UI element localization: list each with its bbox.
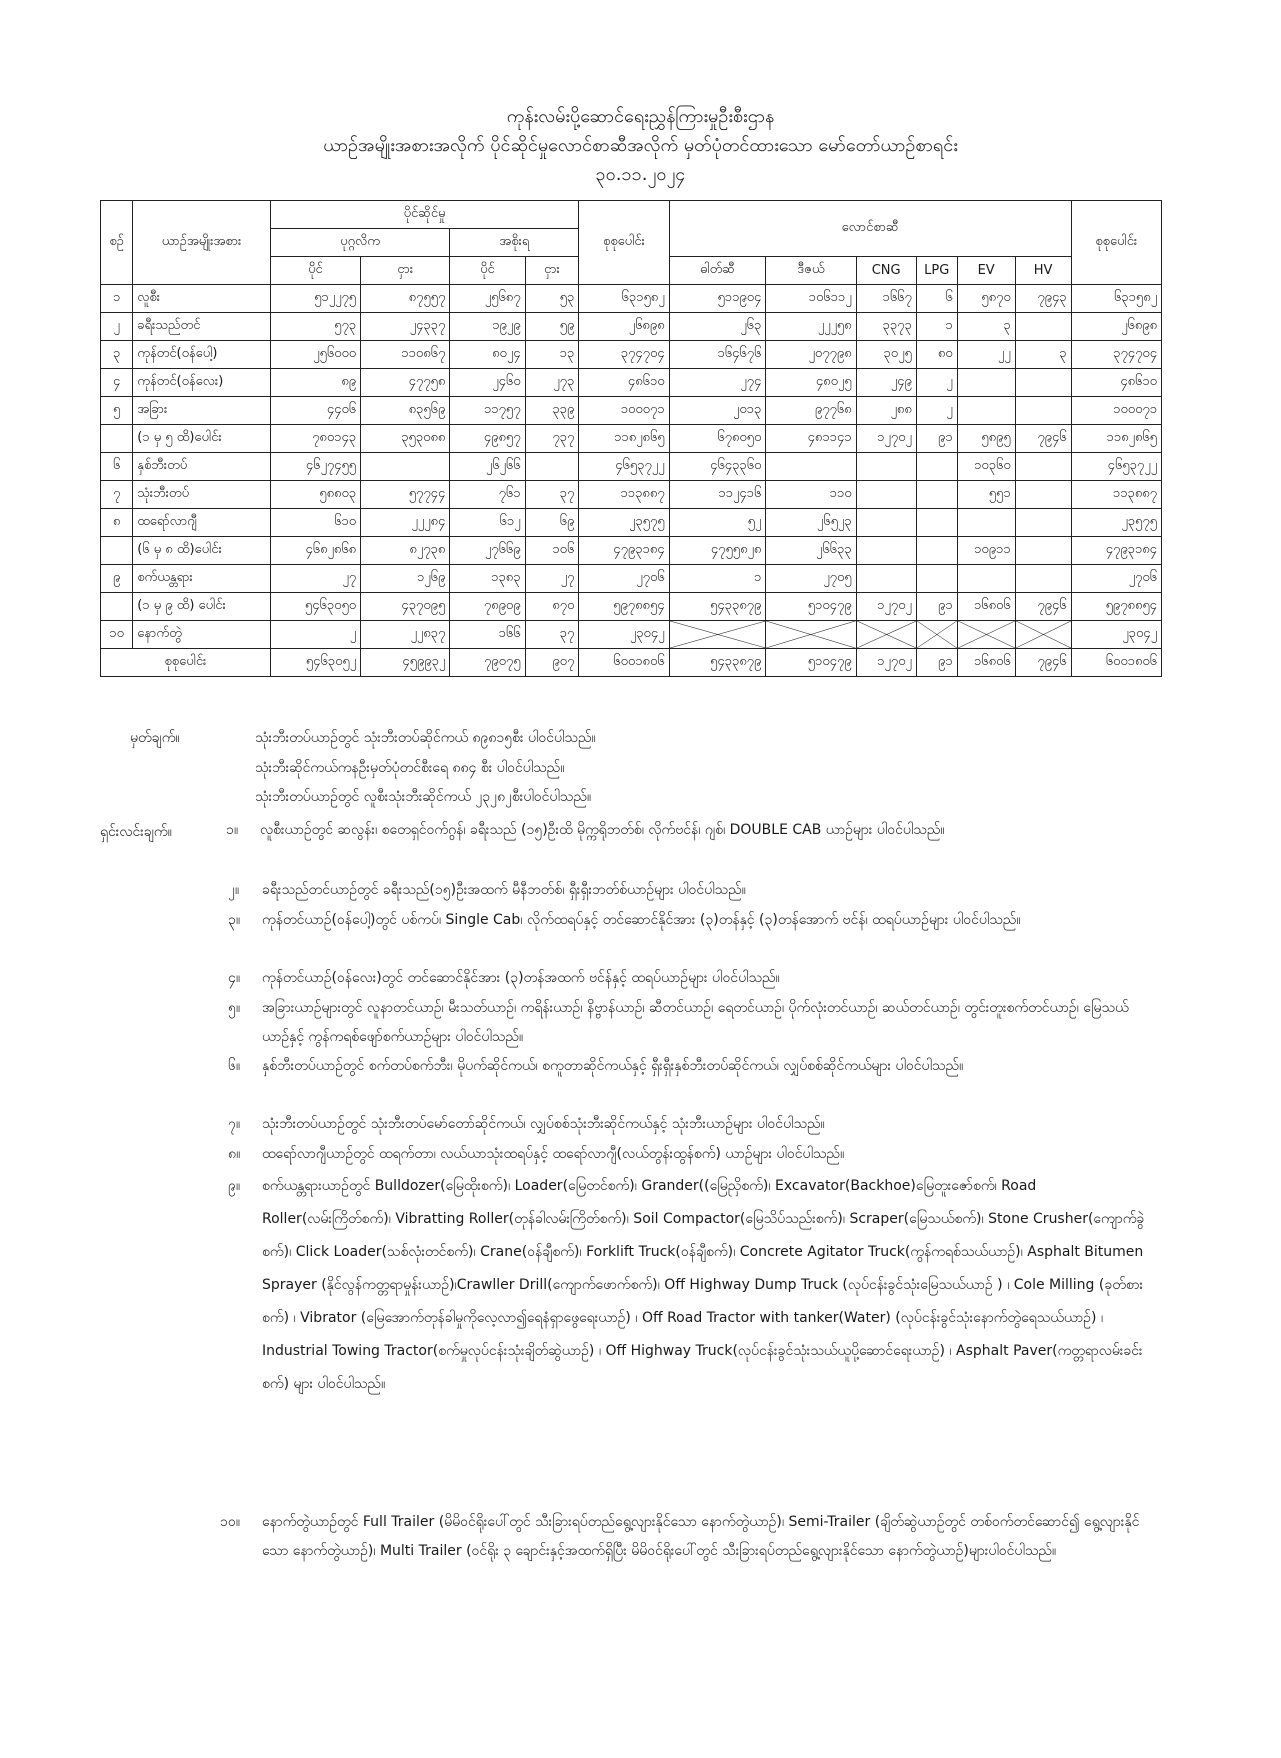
document-subtitle: ယာဉ်အမျိုးအစားအလိုက် ပိုင်ဆိုင်မှုလောင်စာဆီအလိုက် မှတ်ပုံတင်ထားသော မော်တော်ယာဉ်စာရင်း bbox=[323, 135, 958, 156]
cell-total-2: ၁၁၈၂၈၆၅ bbox=[1071, 425, 1161, 453]
cell-lpg: ၉၁ bbox=[916, 649, 957, 677]
cell-private-hire: ၂၄၃၃၇ bbox=[361, 313, 450, 341]
cell-sr: ၃ bbox=[101, 341, 133, 369]
cell-total-2: ၂၇၀၆ bbox=[1071, 565, 1161, 593]
cell-private-own: ၅၈၈၀၃ bbox=[270, 481, 360, 509]
cross-mark-icon bbox=[766, 621, 855, 648]
explanation-number: ၂။ bbox=[228, 882, 240, 898]
cell-govt-hire: ၂၇ bbox=[525, 565, 579, 593]
cell-sr bbox=[101, 593, 133, 621]
cell-govt-own: ၁၁၇၅၇ bbox=[450, 397, 525, 425]
cell-total-2: ၄၆၅၃၇၂၂ bbox=[1071, 453, 1161, 481]
cell-govt-own: ၁၉၂၉ bbox=[450, 313, 525, 341]
cell-petrol: ၅၁၁၉၀၄ bbox=[669, 285, 766, 313]
cell-govt-hire: ၁၃ bbox=[525, 341, 579, 369]
table-row-subtotal bbox=[101, 425, 1162, 453]
cell-sr: ၂ bbox=[101, 313, 133, 341]
cell-hv bbox=[1015, 537, 1071, 565]
cell-total-2: ၅၉၇၈၈၅၄ bbox=[1071, 593, 1161, 621]
cell-lpg bbox=[916, 481, 957, 509]
vehicle-registration-table bbox=[100, 200, 1162, 677]
col-header-govt-hire: ငှား bbox=[525, 257, 579, 285]
cell-private-hire: ၂၂၈၃၇ bbox=[361, 621, 450, 649]
cell-lpg bbox=[916, 565, 957, 593]
cell-ev: ၂၂ bbox=[957, 341, 1015, 369]
cell-private-own: ၇၈၀၁၄၃ bbox=[270, 425, 360, 453]
cell-private-hire: ၈၂၇၃၈ bbox=[361, 537, 450, 565]
cell-cng bbox=[856, 481, 916, 509]
cell-ev: ၅၅၁ bbox=[957, 481, 1015, 509]
explanation-number: ၁။ bbox=[226, 822, 239, 838]
cell-type: (၁ မှ ၅ ထိ)ပေါင်း bbox=[133, 425, 271, 453]
cell-petrol-crossed bbox=[669, 621, 766, 649]
cell-total-2: ၆၀၀၁၈၀၆ bbox=[1071, 649, 1161, 677]
cell-sr: ၄ bbox=[101, 369, 133, 397]
cell-diesel: ၄၈၁၁၄၁ bbox=[766, 425, 856, 453]
cell-petrol: ၂၆၃ bbox=[669, 313, 766, 341]
cell-sr: ၈ bbox=[101, 509, 133, 537]
cell-total-2: ၂၃၀၄၂ bbox=[1071, 621, 1161, 649]
explanation-item bbox=[226, 816, 1160, 845]
cell-sr: ၉ bbox=[101, 565, 133, 593]
cell-govt-own: ၂၇၆၆၉ bbox=[450, 537, 525, 565]
cell-govt-own: ၂၄၆၀ bbox=[450, 369, 525, 397]
col-header-govt-own: ပိုင် bbox=[450, 257, 525, 285]
cell-diesel: ၂၆၆၃၃ bbox=[766, 537, 856, 565]
cell-total-2: ၄၇၉၃၁၈၄ bbox=[1071, 537, 1161, 565]
document-title: ကုန်းလမ်းပို့ဆောင်ရေးညွှန်ကြားမှုဦးစီးဌာန bbox=[506, 106, 775, 127]
cell-lpg-crossed bbox=[916, 621, 957, 649]
cell-private-hire: ၄၇၇၅၈ bbox=[361, 369, 450, 397]
cell-private-hire: ၁၁၀၈၆၇ bbox=[361, 341, 450, 369]
cell-cng bbox=[856, 537, 916, 565]
cell-type: ကုန်တင်(ဝန်ပေါ့) bbox=[133, 341, 271, 369]
cell-diesel bbox=[766, 453, 856, 481]
cell-govt-own: ၇၈၉၀၉ bbox=[450, 593, 525, 621]
cell-total: ၃၇၄၇၀၄ bbox=[579, 341, 669, 369]
remarks-label: မှတ်ချက်။ bbox=[130, 730, 180, 746]
explanation-number: ၄။ bbox=[228, 970, 241, 986]
cell-total-2: ၂၃၅၇၅ bbox=[1071, 509, 1161, 537]
cell-total: ၁၁၈၂၈၆၅ bbox=[579, 425, 669, 453]
explanation-text: သုံးဘီးတပ်ယာဉ်တွင် သုံးဘီးတပ်မော်တော်ဆိုင်ကယ်၊ လျှပ်စစ်သုံးဘီးဆိုင်ကယ်နှင့် သုံးဘီးယာဉ်များ ပါဝင်ပါသည်။ bbox=[262, 1116, 825, 1132]
cell-type: (၆ မှ ၈ ထိ)ပေါင်း bbox=[133, 537, 271, 565]
cell-private-hire bbox=[361, 453, 450, 481]
table-row bbox=[101, 369, 1162, 397]
cell-cng bbox=[856, 565, 916, 593]
cell-private-own: ၂ bbox=[270, 621, 360, 649]
explanation-item bbox=[228, 906, 1142, 935]
cell-type: ကုန်တင်(ဝန်လေး) bbox=[133, 369, 271, 397]
cell-private-own: ၅၁၂၂၇၅ bbox=[270, 285, 360, 313]
explanation-item bbox=[220, 1508, 1142, 1566]
cross-mark-icon bbox=[857, 621, 916, 648]
cell-private-hire: ၄၅၉၉၃၂ bbox=[361, 649, 450, 677]
cell-govt-hire: ၃၃၉ bbox=[525, 397, 579, 425]
explanation-text: ကုန်တင်ယာဉ်(ဝန်ပေါ့)တွင် ပစ်ကပ်၊ Single Cab၊ လိုက်ထရပ်နှင့် တင်ဆောင်နိုင်အား (၃)တန်နှင့် (၃)တန်အောက် ဗင်န်၊ ထရပ်ယာဉ်များ ပါဝင်ပါသည်။ bbox=[262, 912, 1021, 928]
cell-diesel: ၄၈၀၂၅ bbox=[766, 369, 856, 397]
cell-diesel: ၂၆၅၂၃ bbox=[766, 509, 856, 537]
explanation-item bbox=[228, 1110, 1142, 1139]
cell-total: ၂၇၀၆ bbox=[579, 565, 669, 593]
cell-total-2: ၄၈၆၁၀ bbox=[1071, 369, 1161, 397]
cell-lpg bbox=[916, 537, 957, 565]
cell-cng: ၁၆၆၇ bbox=[856, 285, 916, 313]
cell-total-2: ၆၃၁၅၈၂ bbox=[1071, 285, 1161, 313]
cell-type: သုံးဘီးတပ် bbox=[133, 481, 271, 509]
explanation-number: ၈။ bbox=[228, 1146, 241, 1162]
cell-private-hire: ၅၇၇၄၄ bbox=[361, 481, 450, 509]
cell-total-2: ၃၇၄၇၀၄ bbox=[1071, 341, 1161, 369]
col-header-type: ယာဉ်အမျိုးအစား bbox=[133, 201, 271, 285]
table-body bbox=[101, 285, 1162, 677]
cell-govt-own: ၆၁၂ bbox=[450, 509, 525, 537]
cell-govt-own: ၇၆၁ bbox=[450, 481, 525, 509]
col-header-total: စုစုပေါင်း bbox=[579, 201, 669, 285]
cell-type: ထရော်လာဂျီ bbox=[133, 509, 271, 537]
cell-govt-hire: ၃၇ bbox=[525, 621, 579, 649]
cell-govt-hire: ၇၃၇ bbox=[525, 425, 579, 453]
cell-petrol: ၅၂ bbox=[669, 509, 766, 537]
explanation-item bbox=[228, 1140, 1142, 1169]
cell-ev-crossed bbox=[957, 621, 1015, 649]
cell-total: ၆၀၀၁၈၀၆ bbox=[579, 649, 669, 677]
explanation-text: အခြားယာဉ်များတွင် လူနာတင်ယာဉ်၊ မီးသတ်ယာဉ်၊ ကရိန်းယာဉ်၊ နိဗ္ဗာန်ယာဉ်၊ ဆီတင်ယာဉ်၊ ရေတင်ယာဉ်၊ ပိုက်လုံးတင်ယာဉ်၊ ဆယ်တင်ယာဉ်၊ တွင်းတူးစက်တင်ယာဉ်၊ မြေသယ်ယာဉ်နှင့် ကွန်ကရစ်ဖျော်စက်ယာဉ်များ ပါဝင်ပါသည်။ bbox=[262, 1000, 1129, 1045]
cell-diesel: ၂၇၀၅ bbox=[766, 565, 856, 593]
explanation-number: ၆။ bbox=[228, 1058, 241, 1074]
cell-hv bbox=[1015, 397, 1071, 425]
cell-total-2: ၁၀၀၀၇၁ bbox=[1071, 397, 1161, 425]
remark-line: သုံးဘီးဆိုင်ကယ်ကနဦးမှတ်ပုံတင်စီးရေ ၈၈၄ စီး ပါဝင်ပါသည်။ bbox=[255, 760, 565, 776]
cell-total: ၆၃၁၅၈၂ bbox=[579, 285, 669, 313]
explanation-number: ၅။ bbox=[228, 1000, 241, 1016]
cell-hv-crossed bbox=[1015, 621, 1071, 649]
cell-cng: ၂၄၉ bbox=[856, 369, 916, 397]
cell-total: ၄၈၆၁၀ bbox=[579, 369, 669, 397]
cell-type: (၁ မှ ၉ ထိ) ပေါင်း bbox=[133, 593, 271, 621]
cell-govt-own: ၂၆၂၆၆ bbox=[450, 453, 525, 481]
cell-private-hire: ၈၃၅၆၉ bbox=[361, 397, 450, 425]
explanation-text: ထရော်လာဂျီယာဉ်တွင် ထရက်တာ၊ လယ်ယာသုံးထရပ်နှင့် ထရော်လာဂျီ(လယ်တွန်းထွန်စက်) ယာဉ်များ ပါဝင်ပါသည်။ bbox=[262, 1146, 845, 1162]
cross-mark-icon bbox=[958, 621, 1015, 648]
table-row bbox=[101, 397, 1162, 425]
cell-private-own: ၄၆၈၂၈၆၈ bbox=[270, 537, 360, 565]
cell-govt-hire: ၁၀၆ bbox=[525, 537, 579, 565]
cell-private-hire: ၄၃၇၀၉၅ bbox=[361, 593, 450, 621]
cell-sr: ၇ bbox=[101, 481, 133, 509]
cell-type: လူစီး bbox=[133, 285, 271, 313]
col-header-petrol: ဓါတ်ဆီ bbox=[669, 257, 766, 285]
cell-sr: ၅ bbox=[101, 397, 133, 425]
col-header-cng: CNG bbox=[856, 257, 916, 285]
cell-total: ၂၃၅၇၅ bbox=[579, 509, 669, 537]
explanation-item bbox=[228, 1170, 1162, 1401]
table-row bbox=[101, 313, 1162, 341]
cell-govt-hire bbox=[525, 453, 579, 481]
cell-hv: ၃ bbox=[1015, 341, 1071, 369]
cell-ev: ၁၆၈၀၆ bbox=[957, 593, 1015, 621]
cell-ev bbox=[957, 369, 1015, 397]
cell-ev: ၁၆၈၀၆ bbox=[957, 649, 1015, 677]
cell-petrol: ၄၆၄၃၃၆၀ bbox=[669, 453, 766, 481]
cell-lpg: ၂ bbox=[916, 397, 957, 425]
cell-ev: ၅၈၉၅ bbox=[957, 425, 1015, 453]
cell-hv bbox=[1015, 565, 1071, 593]
cell-lpg: ၉၁ bbox=[916, 425, 957, 453]
table-row bbox=[101, 453, 1162, 481]
cell-private-hire: ၈၇၅၅၇ bbox=[361, 285, 450, 313]
cell-cng bbox=[856, 453, 916, 481]
cell-govt-hire: ၉၀၇ bbox=[525, 649, 579, 677]
cell-lpg: ၉၁ bbox=[916, 593, 957, 621]
explanation-number: ၁၀။ bbox=[220, 1514, 240, 1530]
cell-sr: ၁၀ bbox=[101, 621, 133, 649]
cell-hv bbox=[1015, 453, 1071, 481]
cell-grand-label: စုစုပေါင်း bbox=[101, 649, 271, 677]
cell-govt-hire: ၈၇၀ bbox=[525, 593, 579, 621]
cell-diesel: ၂၀၇၇၉၈ bbox=[766, 341, 856, 369]
cell-lpg: ၆ bbox=[916, 285, 957, 313]
cell-govt-own: ၄၉၈၅၇ bbox=[450, 425, 525, 453]
cell-private-own: ၅၄၆၃၀၅၂ bbox=[270, 649, 360, 677]
col-header-fuel: လောင်စာဆီ bbox=[669, 201, 1071, 257]
cell-hv bbox=[1015, 509, 1071, 537]
col-header-diesel: ဒီဇယ် bbox=[766, 257, 856, 285]
cell-private-own: ၄၄၀၆ bbox=[270, 397, 360, 425]
cell-diesel: ၁၀၆၁၁၂ bbox=[766, 285, 856, 313]
cell-cng bbox=[856, 509, 916, 537]
cell-ev: ၁၀၃၆၀ bbox=[957, 453, 1015, 481]
col-header-private: ပုဂ္ဂလိက bbox=[270, 229, 449, 257]
cell-private-own: ၅၄၆၃၀၅၀ bbox=[270, 593, 360, 621]
cell-type: ခရီးသည်တင် bbox=[133, 313, 271, 341]
col-header-ownership: ပိုင်ဆိုင်မှု bbox=[270, 201, 578, 229]
explanation-text: ကုန်တင်ယာဉ်(ဝန်လေး)တွင် တင်ဆောင်နိုင်အား (၃)တန်အထက် ဗင်န်နှင့် ထရပ်ယာဉ်များ ပါဝင်ပါသည်။ bbox=[262, 970, 780, 986]
cell-sr: ၁ bbox=[101, 285, 133, 313]
col-header-private-hire: ငှား bbox=[361, 257, 450, 285]
col-header-government: အစိုးရ bbox=[450, 229, 579, 257]
cell-ev: ၁၀၉၁၁ bbox=[957, 537, 1015, 565]
col-header-private-own: ပိုင် bbox=[270, 257, 360, 285]
cell-govt-hire: ၅၉ bbox=[525, 313, 579, 341]
cell-hv: ၇၉၄၆ bbox=[1015, 425, 1071, 453]
cell-type: နှစ်ဘီးတပ် bbox=[133, 453, 271, 481]
cell-cng: ၃၀၂၅ bbox=[856, 341, 916, 369]
cell-diesel: ၁၁၀ bbox=[766, 481, 856, 509]
cell-sr bbox=[101, 425, 133, 453]
explanation-text: ခရီးသည်တင်ယာဉ်တွင် ခရီးသည်(၁၅)ဦးအထက် မီနီဘတ်စ်၊ ရှီးရှီးဘတ်စ်ယာဉ်များ ပါဝင်ပါသည်။ bbox=[262, 882, 746, 898]
cell-ev: ၅၈၇၀ bbox=[957, 285, 1015, 313]
cell-private-own: ၆၁၀ bbox=[270, 509, 360, 537]
cell-petrol: ၂၀၁၃ bbox=[669, 397, 766, 425]
cell-total: ၅၉၇၈၈၅၄ bbox=[579, 593, 669, 621]
explanation-text: နှစ်ဘီးတပ်ယာဉ်တွင် စက်တပ်စက်ဘီး၊ မိုပက်ဆိုင်ကယ်၊ စကူတာဆိုင်ကယ်နှင့် ရှီးရှီးနှစ်ဘီးတပ်ဆိုင်ကယ်၊ လျှပ်စစ်ဆိုင်ကယ်များ ပါဝင်ပါသည်။ bbox=[262, 1058, 964, 1074]
col-header-lpg: LPG bbox=[916, 257, 957, 285]
table-row bbox=[101, 509, 1162, 537]
cell-cng: ၁၂၇၀၂ bbox=[856, 593, 916, 621]
explanations-label: ရှင်းလင်းချက်။ bbox=[100, 824, 172, 840]
cell-private-own: ၅၇၃ bbox=[270, 313, 360, 341]
cell-govt-hire: ၅၃ bbox=[525, 285, 579, 313]
cell-govt-hire: ၆၉ bbox=[525, 509, 579, 537]
explanation-item bbox=[228, 1052, 1142, 1081]
cell-petrol: ၁၆၄၆၇၆ bbox=[669, 341, 766, 369]
cell-lpg bbox=[916, 453, 957, 481]
cell-cng: ၃၃၇၃ bbox=[856, 313, 916, 341]
cell-hv bbox=[1015, 369, 1071, 397]
cell-petrol: ၁ bbox=[669, 565, 766, 593]
cell-total: ၄၇၉၃၁၈၄ bbox=[579, 537, 669, 565]
cell-diesel: ၅၁၀၄၇၉ bbox=[766, 593, 856, 621]
col-header-total-2: စုစုပေါင်း bbox=[1071, 201, 1161, 285]
cell-ev: ၃ bbox=[957, 313, 1015, 341]
col-header-ev: EV bbox=[957, 257, 1015, 285]
cell-type: နောက်တွဲ bbox=[133, 621, 271, 649]
cell-govt-hire: ၂၇၃ bbox=[525, 369, 579, 397]
cross-mark-icon bbox=[670, 621, 766, 648]
cell-cng: ၂၈၈ bbox=[856, 397, 916, 425]
explanation-item bbox=[228, 964, 1142, 993]
cell-total: ၁၁၃၈၈၇ bbox=[579, 481, 669, 509]
explanation-text: နောက်တွဲယာဉ်တွင် Full Trailer (မိမိဝင်ရိုးပေါ်တွင် သီးခြားရပ်တည်ရွေ့လျားနိုင်သော နောက်တွဲယာဉ်)၊ Semi-Trailer (ချိတ်ဆွဲယာဉ်တွင် တစ်ဝက်တင်ဆောင်၍ ရွေ့လျားနိုင်သော နောက်တွဲယာဉ်)၊ Multi Trailer (ဝင်ရိုး ၃ ချောင်းနှင့်အထက်ရှိပြီး မိမိဝင်ရိုးပေါ်တွင် သီးခြားရပ်တည်ရွေ့လျားနိုင်သော နောက်တွဲယာဉ်)များပါဝင်ပါသည်။ bbox=[262, 1514, 1140, 1559]
table-row bbox=[101, 481, 1162, 509]
cell-private-hire: ၃၅၃၀၈၈ bbox=[361, 425, 450, 453]
cell-petrol: ၂၇၄ bbox=[669, 369, 766, 397]
cell-lpg bbox=[916, 509, 957, 537]
cell-ev bbox=[957, 397, 1015, 425]
cell-hv: ၇၉၄၃ bbox=[1015, 285, 1071, 313]
cell-total: ၂၆၈၉၈ bbox=[579, 313, 669, 341]
remark-line: သုံးဘီးတပ်ယာဉ်တွင် သုံးဘီးတပ်ဆိုင်ကယ် ၈၉၈၁၅စီး ပါဝင်ပါသည်။ bbox=[255, 730, 596, 746]
remark-line: သုံးဘီးတပ်ယာဉ်တွင် လူစီးသုံးဘီးဆိုင်ကယ် ၂၃၂၈၂စီးပါဝင်ပါသည်။ bbox=[255, 789, 592, 805]
cell-total-2: ၂၆၈၉၈ bbox=[1071, 313, 1161, 341]
cell-private-hire: ၁၂၆၉ bbox=[361, 565, 450, 593]
cell-total-2: ၁၁၃၈၈၇ bbox=[1071, 481, 1161, 509]
cell-type: စက်ယန္တရား bbox=[133, 565, 271, 593]
cell-govt-hire: ၃၇ bbox=[525, 481, 579, 509]
explanation-number: ၉။ bbox=[228, 1178, 241, 1194]
cell-hv: ၇၉၄၆ bbox=[1015, 649, 1071, 677]
cell-total: ၁၀၀၀၇၁ bbox=[579, 397, 669, 425]
cell-petrol: ၁၁၂၄၁၆ bbox=[669, 481, 766, 509]
cell-lpg: ၈၀ bbox=[916, 341, 957, 369]
cell-lpg: ၂ bbox=[916, 369, 957, 397]
table-row-grand-total bbox=[101, 649, 1162, 677]
cell-govt-own: ၁၆၆ bbox=[450, 621, 525, 649]
cell-sr: ၆ bbox=[101, 453, 133, 481]
explanation-text: စက်ယန္တရားယာဉ်တွင် Bulldozer(မြေထိုးစက်)၊ Loader(မြေတင်စက်)၊ Grander((မြေညှိစက်)၊ Excavator(Backhoe)မြေတူးဇော်စက်၊ Road Roller(လမ်းကြိတ်စက်)၊ Vibratting Roller(တုန်ခါလမ်းကြိတ်စက်)၊ Soil Compactor(မြေသိပ်သည်းစက်)၊ Scraper(မြေသယ်စက်)၊ Stone Crusher(ကျောက်ခွဲစက်)၊ Click Loader(သစ်လုံးတင်စက်)၊ Crane(ဝန်ချီစက်)၊ Forklift Truck(ဝန်ချီစက်)၊ Concrete Agitator Truck(ကွန်ကရစ်သယ်ယာဉ်)၊ Asphalt Bitumen Sprayer (နိုင်လွန်ကတ္တရာမှုန်းယာဉ်)၊Crawller Drill(ကျောက်ဖောက်စက်)၊ Off Highway Dump Truck (လုပ်ငန်းခွင်သုံးမြေသယ်ယာဉ် ) ၊ Cole Milling (ခုတ်စားစက်) ၊ Vibrator (မြေအောက်တုန်ခါမှုကိုလေ့လာ၍ရေနံရှာဖွေရေးယာဉ်) ၊ Off Road Tractor with tanker(Water) (လုပ်ငန်းခွင်သုံးနောက်တွဲရေသယ်ယာဉ်) ၊ Industrial Towing Tractor(စက်မှုလုပ်ငန်းသုံးချိတ်ဆွဲယာဉ်) ၊ Off Highway Truck(လုပ်ငန်းခွင်သုံးသယ်ယူပို့ဆောင်ရေးယာဉ်) ၊ Asphalt Paver(ကတ္တရာလမ်းခင်းစက်) များ ပါဝင်ပါသည်။ bbox=[262, 1178, 1145, 1392]
table-row-subtotal bbox=[101, 537, 1162, 565]
cell-hv bbox=[1015, 481, 1071, 509]
table-row bbox=[101, 621, 1162, 649]
cell-hv: ၇၉၄၆ bbox=[1015, 593, 1071, 621]
table-row-subtotal bbox=[101, 593, 1162, 621]
cell-petrol: ၅၄၃၃၈၇၉ bbox=[669, 593, 766, 621]
cell-petrol: ၅၄၃၃၈၇၉ bbox=[669, 649, 766, 677]
cell-govt-own: ၁၃၈၃ bbox=[450, 565, 525, 593]
cell-total: ၂၃၀၄၂ bbox=[579, 621, 669, 649]
cell-diesel: ၅၁၀၄၇၉ bbox=[766, 649, 856, 677]
cell-diesel: ၉၇၇၆၈ bbox=[766, 397, 856, 425]
cell-ev bbox=[957, 565, 1015, 593]
cell-lpg: ၁ bbox=[916, 313, 957, 341]
cell-private-own: ၂၅၆၀၀၀ bbox=[270, 341, 360, 369]
cell-cng: ၁၂၇၀၂ bbox=[856, 649, 916, 677]
cell-govt-own: ၈၀၂၄ bbox=[450, 341, 525, 369]
table-row bbox=[101, 285, 1162, 313]
cell-cng: ၁၂၇၀၂ bbox=[856, 425, 916, 453]
cell-private-own: ၈၉ bbox=[270, 369, 360, 397]
col-header-sr: စဉ် bbox=[101, 201, 133, 285]
cell-private-own: ၂၇ bbox=[270, 565, 360, 593]
explanation-item bbox=[228, 876, 1142, 905]
table-row bbox=[101, 341, 1162, 369]
cell-cng-crossed bbox=[856, 621, 916, 649]
explanation-text: လူစီးယာဉ်တွင် ဆလွန်း၊ စတေရှင်ဝက်ဂွန်၊ ခရီးသည် (၁၅)ဦးထိ မိုက္ကရိုဘတ်စ်၊ လိုက်ဗင်န်၊ ဂျစ်၊ DOUBLE CAB ယာဉ်များ ပါဝင်ပါသည်။ bbox=[260, 822, 945, 838]
cross-mark-icon bbox=[1016, 621, 1071, 648]
cell-sr bbox=[101, 537, 133, 565]
explanation-number: ၃။ bbox=[228, 912, 241, 928]
cell-hv bbox=[1015, 313, 1071, 341]
cell-petrol: ၄၇၅၅၈၂၈ bbox=[669, 537, 766, 565]
cross-mark-icon bbox=[917, 621, 957, 648]
cell-private-own: ၄၆၂၇၄၅၅ bbox=[270, 453, 360, 481]
explanation-number: ၇။ bbox=[228, 1116, 241, 1132]
cell-govt-own: ၇၉၀၇၅ bbox=[450, 649, 525, 677]
cell-type: အခြား bbox=[133, 397, 271, 425]
cell-govt-own: ၂၅၆၈၇ bbox=[450, 285, 525, 313]
cell-petrol: ၆၇၈၀၅၀ bbox=[669, 425, 766, 453]
document-date: ၃၀.၁၁.၂၀၂၄ bbox=[595, 164, 686, 185]
cell-diesel: ၂၂၂၅၈ bbox=[766, 313, 856, 341]
cell-private-hire: ၂၂၂၈၄ bbox=[361, 509, 450, 537]
cell-total: ၄၆၅၃၇၂၂ bbox=[579, 453, 669, 481]
table-row bbox=[101, 565, 1162, 593]
col-header-hv: HV bbox=[1015, 257, 1071, 285]
cell-diesel-crossed bbox=[766, 621, 856, 649]
explanation-item bbox=[228, 994, 1142, 1052]
cell-ev bbox=[957, 509, 1015, 537]
